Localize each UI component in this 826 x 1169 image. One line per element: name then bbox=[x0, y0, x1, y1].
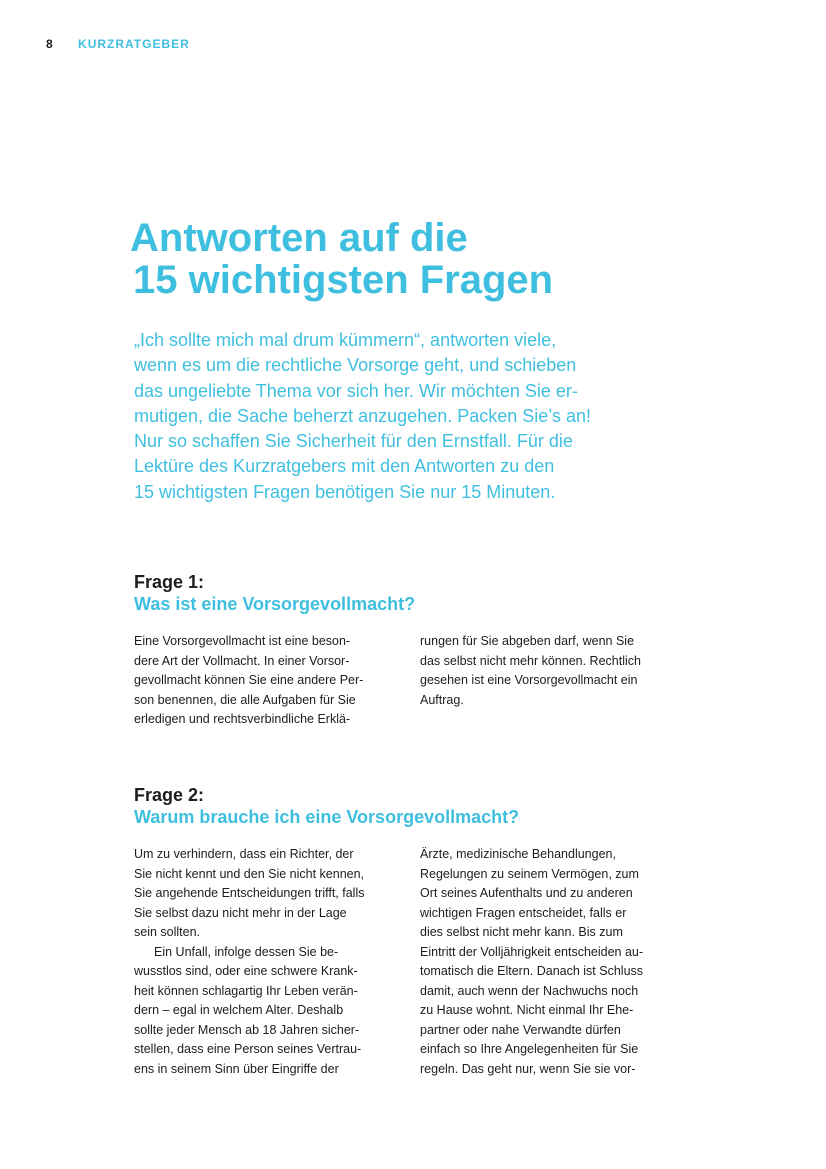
text-line: dere Art der Vollmacht. In einer Vorsor- bbox=[134, 653, 350, 668]
intro-paragraph bbox=[134, 328, 654, 505]
text-line: wusstlos sind, oder eine schwere Krank- bbox=[134, 964, 358, 978]
intro-line: das ungeliebte Thema vor sich her. Wir möchten Sie er- bbox=[134, 380, 578, 401]
text-line: partner oder nahe Verwandte dürfen bbox=[420, 1022, 621, 1037]
page-number: 8 bbox=[46, 37, 53, 51]
question-1-column-left bbox=[134, 632, 404, 730]
text-line: Sie angehende Entscheidungen trifft, falls bbox=[134, 886, 365, 900]
text-line: Ärzte, medizinische Behandlungen, bbox=[420, 847, 616, 861]
question-2-heading bbox=[134, 784, 519, 828]
text-line: Ein Unfall, infolge dessen Sie be- bbox=[154, 944, 339, 959]
text-line: zu Hause wohnt. Nicht einmal Ihr Ehe- bbox=[420, 1003, 634, 1017]
text-line: regeln. Das geht nur, wenn Sie sie vor- bbox=[420, 1061, 636, 1076]
intro-line: „Ich sollte mich mal drum kümmern“, antworten viele, bbox=[134, 330, 557, 350]
text-line: Eintritt der Volljährigkeit entscheiden au- bbox=[420, 944, 644, 959]
question-2-column-right bbox=[420, 845, 690, 1079]
text-line: dern – egal in welchem Alter. Deshalb bbox=[134, 1003, 344, 1017]
question-1-column-right bbox=[420, 632, 690, 710]
section-label: KURZRATGEBER bbox=[78, 37, 190, 51]
text-line: Ort seines Aufenthalts und zu anderen bbox=[420, 886, 633, 900]
text-line: ens in seinem Sinn über Eingriffe der bbox=[134, 1061, 339, 1076]
text-line: wichtigen Fragen entscheidet, falls er bbox=[420, 905, 627, 920]
text-line: Sie selbst dazu nicht mehr in der Lage bbox=[134, 905, 347, 920]
text-line: Um zu verhindern, dass ein Richter, der bbox=[134, 847, 354, 861]
text-line: rungen für Sie abgeben darf, wenn Sie bbox=[420, 634, 635, 648]
text-line: gesehen ist eine Vorsorgevollmacht ein bbox=[420, 673, 638, 687]
text-line: Sie nicht kennt und den Sie nicht kennen, bbox=[134, 866, 365, 881]
intro-line: wenn es um die rechtliche Vorsorge geht, und schieben bbox=[134, 355, 577, 376]
intro-line: Lektüre des Kurzratgebers mit den Antworten zu den bbox=[134, 456, 555, 477]
text-line: gevollmacht können Sie eine andere Per- bbox=[134, 673, 364, 687]
question-label: Frage 2: bbox=[134, 785, 205, 805]
intro-line: mutigen, die Sache beherzt anzugehen. Packen Sie’s an! bbox=[134, 405, 591, 426]
title-line: Antworten auf die bbox=[130, 216, 468, 260]
intro-line: Nur so schaffen Sie Sicherheit für den Ernstfall. Für die bbox=[134, 431, 573, 452]
text-line: stellen, dass eine Person seines Vertrau- bbox=[134, 1042, 362, 1056]
text-line: das selbst nicht mehr können. Rechtlich bbox=[420, 653, 641, 668]
question-text: Was ist eine Vorsorgevollmacht? bbox=[134, 594, 416, 614]
text-line: Regelungen zu seinem Vermögen, zum bbox=[420, 866, 639, 881]
text-line: son benennen, die alle Aufgaben für Sie bbox=[134, 692, 356, 707]
text-line: sollte jeder Mensch ab 18 Jahren sicher- bbox=[134, 1022, 360, 1037]
question-text: Warum brauche ich eine Vorsorgevollmacht? bbox=[134, 807, 520, 827]
intro-line: 15 wichtigsten Fragen benötigen Sie nur 15 Minuten. bbox=[134, 481, 556, 502]
text-line: erledigen und rechtsverbindliche Erklä- bbox=[134, 712, 351, 726]
text-line: heit können schlagartig Ihr Leben verän- bbox=[134, 983, 358, 998]
text-line: Eine Vorsorgevollmacht ist eine beson- bbox=[134, 634, 351, 648]
question-1-heading bbox=[134, 571, 415, 615]
text-line: dies selbst nicht mehr kann. Bis zum bbox=[420, 925, 623, 939]
text-line: damit, auch wenn der Nachwuchs noch bbox=[420, 983, 639, 998]
question-label: Frage 1: bbox=[134, 572, 205, 592]
page-title bbox=[130, 217, 553, 301]
text-line: einfach so Ihre Angelegenheiten für Sie bbox=[420, 1042, 639, 1056]
title-line: 15 wichtigsten Fragen bbox=[133, 258, 554, 302]
text-line: Auftrag. bbox=[420, 692, 464, 707]
page-header bbox=[46, 37, 190, 51]
text-line: sein sollten. bbox=[134, 925, 201, 939]
question-2-column-left bbox=[134, 845, 404, 1079]
text-line: tomatisch die Eltern. Danach ist Schluss bbox=[420, 964, 644, 978]
